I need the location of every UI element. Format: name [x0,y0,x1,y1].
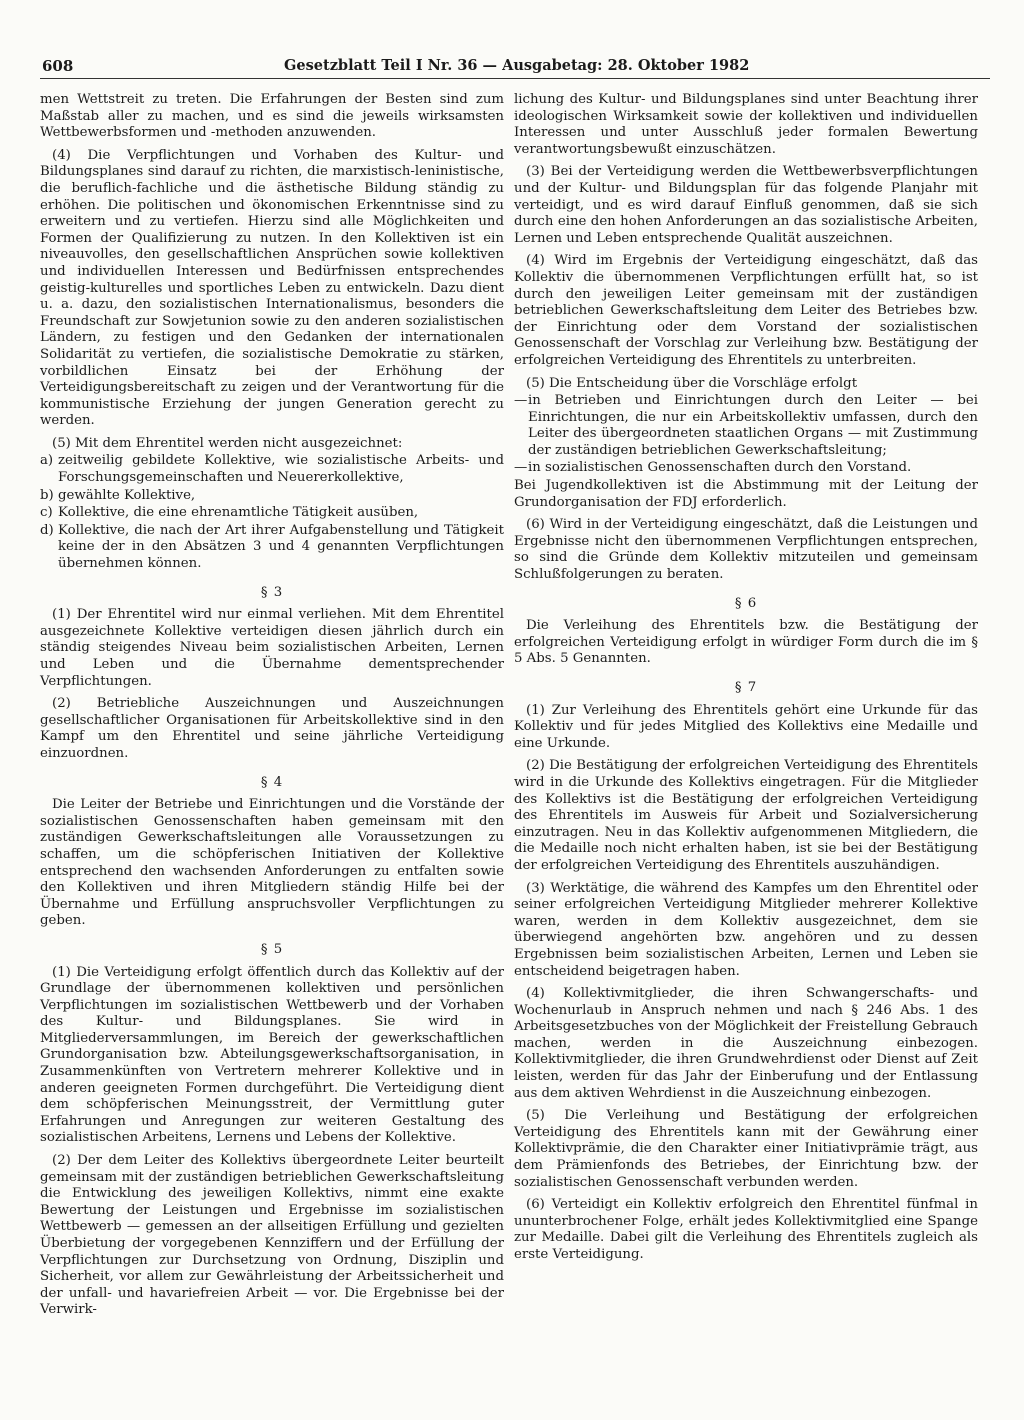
paragraph: (1) Zur Verleihung des Ehrentitels gehört eine Urkunde für das Kollektiv und für jedes Mitglied des Kollektivs eine Medaille und eine Urkunde. [514,702,978,751]
paragraph: (5) Die Verleihung und Bestätigung der erfolgreichen Verteidigung des Ehrentitels kann mit der Gewährung einer Kollektivprämie, die den Charakter einer Initiativprämie trägt, aus dem Prämienfonds des Betriebes, der Einrichtung bzw. der sozialistischen Genossenschaft verbunden werden. [514,1108,978,1190]
header-rule [40,78,990,79]
paragraph: lichung des Kultur- und Bildungsplanes sind unter Beachtung ihrer ideologischen Wirksamkeit sowie der kollektiven und individuellen Interessen und unter Ausschluß jeder formalen Bewertung verantwortungsbewußt einzuschätzen. [514,92,978,157]
list-text: zeitweilig gebildete Kollektive, wie sozialistische Arbeits- und Forschungsgemeinschaften und Neuererkollektive, [58,453,504,486]
paragraph: Die Leiter der Betriebe und Einrichtungen und die Vorstände der sozialistischen Genossenschaften haben gemeinsam mit den zuständigen Gewerkschaftsleitungen alle Voraussetzungen zu schaffen, um die schöpferischen Initiativen der Kollektive entsprechend den wachsenden Anforderungen zu entfalten sowie den Kollektiven und ihren Mitgliedern ständig Hilfe bei der Übernahme und Erfüllung anspruchsvoller Verpflichtungen zu geben. [40,797,504,929]
list-item [40,453,504,486]
paragraph: (2) Die Bestätigung der erfolgreichen Verteidigung des Ehrentitels wird in die Urkunde des Kollektivs eingetragen. Für die Mitglieder des Kollektivs ist die Bestätigung der erfolgreichen Verteidigung des Ehrentitels im Ausweis für Arbeit und Sozialversicherung einzutragen. Neu in das Kollektiv aufgenommenen Mitgliedern, die die Medaille noch nicht erhalten haben, ist sie bei der Bestätigung der erfolgreichen Verteidigung des Ehrentitels auszuhändigen. [514,758,978,873]
list-marker: b) [40,487,54,503]
exclusion-list [40,453,504,572]
paragraph: (4) Kollektivmitglieder, die ihren Schwangerschafts- und Wochenurlaub in Anspruch nehmen und nach § 246 Abs. 1 des Arbeitsgesetzbuches von der Möglichkeit der Freistellung Gebrauch machen, werden in die Auszeichnung einbezogen. Kollektivmitglieder, die ihren Grundwehrdienst oder Dienst auf Zeit leisten, werden für das Jahr der Einberufung und der Entlassung aus dem aktiven Wehrdienst in die Auszeichnung einbezogen. [514,986,978,1101]
paragraph: (1) Die Verteidigung erfolgt öffentlich durch das Kollektiv auf der Grundlage der übernommenen kollektiven und persönlichen Verpflichtungen im sozialistischen Wettbewerb und der Vorhaben des Kultur- und Bildungsplanes. Sie wird in Mitgliederversammlungen, im Bereich der gewerkschaftlichen Grundorganisation bzw. Abteilungsgewerkschaftsorganisation, in Zusammenkünften von Vertretern mehrerer Kollektive und in anderen geeigneten Formen durchgeführt. Die Verteidigung dient dem schöpferischen Meinungsstreit, der Vermittlung guter Erfahrungen und Anregungen zur weiteren Gestaltung des sozialistischen Arbeitens, Lernens und Lebens der Kollektive. [40,964,504,1146]
list-item [40,488,504,505]
page-number: 608 [42,57,74,75]
list-text: in Betrieben und Einrichtungen durch den Leiter — bei Einrichtungen, die nur ein Arbeitskollektiv umfassen, durch den Leiter des übergeordneten staatlichen Organs — mit Zustimmung der zuständigen betrieblichen Gewerkschaftsleitung; [528,393,978,458]
list-marker: a) [40,453,54,469]
paragraph: (3) Bei der Verteidigung werden die Wettbewerbsverpflichtungen und der Kultur- und Bildungsplan für das folgende Planjahr mit verteidigt, und es wird darauf Einfluß genommen, daß sie sich durch eine den hohen Anforderungen an das sozialistische Arbeiten, Lernen und Leben entsprechende Qualität auszeichnen. [514,164,978,246]
list-text: Kollektive, die nach der Art ihrer Aufgabenstellung und Tätigkeit keine der in den Absätzen 3 und 4 genannten Verpflichtungen übernehmen können. [58,522,504,572]
list-item [514,460,978,477]
list-text: gewählte Kollektive, [58,487,196,503]
paragraph: (6) Verteidigt ein Kollektiv erfolgreich den Ehrentitel fünfmal in ununterbrochener Folge, erhält jedes Kollektivmitglied eine Spange zur Medaille. Dabei gilt die Verleihung des Ehrentitels zugleich als erste Verteidigung. [514,1197,978,1262]
section-heading: § 6 [734,595,758,611]
section-heading: § 7 [734,680,758,695]
list-marker: — [514,393,528,409]
list-marker: — [514,460,528,476]
list-marker: c) [40,505,53,521]
right-column [514,92,978,1270]
paragraph: (1) Der Ehrentitel wird nur einmal verliehen. Mit dem Ehrentitel ausgezeichnete Kollektive verteidigen diesen jährlich durch ein ständig steigendes Niveau beim sozialistischen Arbeiten, Lernen und Leben und die Übernahme dementsprechender Verpflichtungen. [40,607,504,689]
section-heading: § 3 [260,584,284,600]
list-item [40,523,504,573]
paragraph: (5) Die Entscheidung über die Vorschläge erfolgt [526,375,858,391]
paragraph: Die Verleihung des Ehrentitels bzw. die Bestätigung der erfolgreichen Verteidigung erfolgt in würdiger Form durch die im § 5 Abs. 5 Genannten. [514,618,978,667]
paragraph: (4) Die Verpflichtungen und Vorhaben des Kultur- und Bildungsplanes sind darauf zu richten, die marxistisch-leninistische, die beruflich-fachliche und die ästhetische Bildung ständig zu erhöhen. Die politischen und ökonomischen Erkenntnisse sind zu erweitern und zu vertiefen. Hierzu sind alle Möglichkeiten und Formen der Qualifizierung zu nutzen. In den Kollektiven ist ein niveauvolles, den gesellschaftlichen Ansprüchen sowie kollektiven und individuellen Interessen und Bedürfnissen entsprechendes geistig-kulturelles und sportliches Leben zu entwickeln. Dazu dient u. a. dazu, den sozialistischen Internationalismus, besonders die Freundschaft zur Sowjetunion sowie zu den anderen sozialistischen Ländern, zu festigen und den Gedanken der internationalen Solidarität zu vertiefen, die sozialistische Demokratie zu stärken, vorbildlichen Einsatz bei der Erhöhung der Verteidigungsbereitschaft zu zeigen und der Verantwortung für die kommunistische Erziehung der jungen Generation gerecht zu werden. [40,147,504,429]
left-column [40,92,504,1325]
decision-list [514,393,978,477]
section-heading: § 4 [260,774,284,790]
running-title: Gesetzblatt Teil I Nr. 36 — Ausgabetag: 28. Oktober 1982 [284,57,750,74]
list-marker: d) [40,522,54,538]
paragraph: (5) Mit dem Ehrentitel werden nicht ausgezeichnet: [52,435,403,451]
paragraph: (2) Der dem Leiter des Kollektivs übergeordnete Leiter beurteilt gemeinsam mit der zuständigen betrieblichen Gewerkschaftsleitung die Entwicklung des jeweiligen Kollektivs, nimmt eine exakte Bewertung der Leistungen und Ergebnisse im sozialistischen Wettbewerb — gemessen an der allseitigen Erfüllung und gezielten Überbietung der vorgegebenen Kennziffern und der Erfüllung der Verpflichtungen zur Durchsetzung von Ordnung, Disziplin und Sicherheit, vor allem zur Gewährleistung der Arbeitssicherheit und der unfall- und havariefreien Arbeit — vor. Die Ergebnisse bei der Verwirk- [40,1153,504,1318]
list-text: Kollektive, die eine ehrenamtliche Tätigkeit ausüben, [58,505,419,521]
paragraph: men Wettstreit zu treten. Die Erfahrungen der Besten sind zum Maßstab aller zu machen, und es sind die jeweils wirksamsten Wettbewerbsformen und -methoden anzuwenden. [40,92,504,141]
paragraph: (3) Werktätige, die während des Kampfes um den Ehrentitel oder seiner erfolgreichen Verteidigung Mitglieder mehrerer Kollektive waren, werden in dem Kollektiv ausgezeichnet, dem sie überwiegend angehörten bzw. angehören und zu dessen Ergebnissen beim sozialistischen Arbeiten, Lernen und Leben sie entscheidend beigetragen haben. [514,880,978,979]
section-heading: § 5 [260,941,284,957]
paragraph: (2) Betriebliche Auszeichnungen und Auszeichnungen gesellschaftlicher Organisationen für Arbeitskollektive sind in den Kampf um den Ehrentitel und seine jährliche Verteidigung einzuordnen. [40,696,504,761]
list-item [514,393,978,459]
paragraph: (4) Wird im Ergebnis der Verteidigung eingeschätzt, daß das Kollektiv die übernommenen Verpflichtungen erfüllt hat, so ist durch den jeweiligen Leiter gemeinsam mit der zuständigen betrieblichen Gewerkschaftsleitung dem Leiter des Betriebes bzw. der Einrichtung oder dem Vorstand der sozialistischen Genossenschaft der Vorschlag zur Verleihung bzw. Bestätigung der erfolgreichen Verteidigung des Ehrentitels zu unterbreiten. [514,253,978,368]
page-header [40,54,990,78]
list-item [40,505,504,522]
list-text: in sozialistischen Genossenschaften durch den Vorstand. [528,460,912,476]
paragraph: Bei Jugendkollektiven ist die Abstimmung mit der Leitung der Grundorganisation der FDJ erforderlich. [514,478,978,510]
paragraph: (6) Wird in der Verteidigung eingeschätzt, daß die Leistungen und Ergebnisse nicht den übernommenen Verpflichtungen entsprechen, so sind die Gründe dem Kollektiv mitzuteilen und gemeinsam Schlußfolgerungen zu beraten. [514,517,978,583]
